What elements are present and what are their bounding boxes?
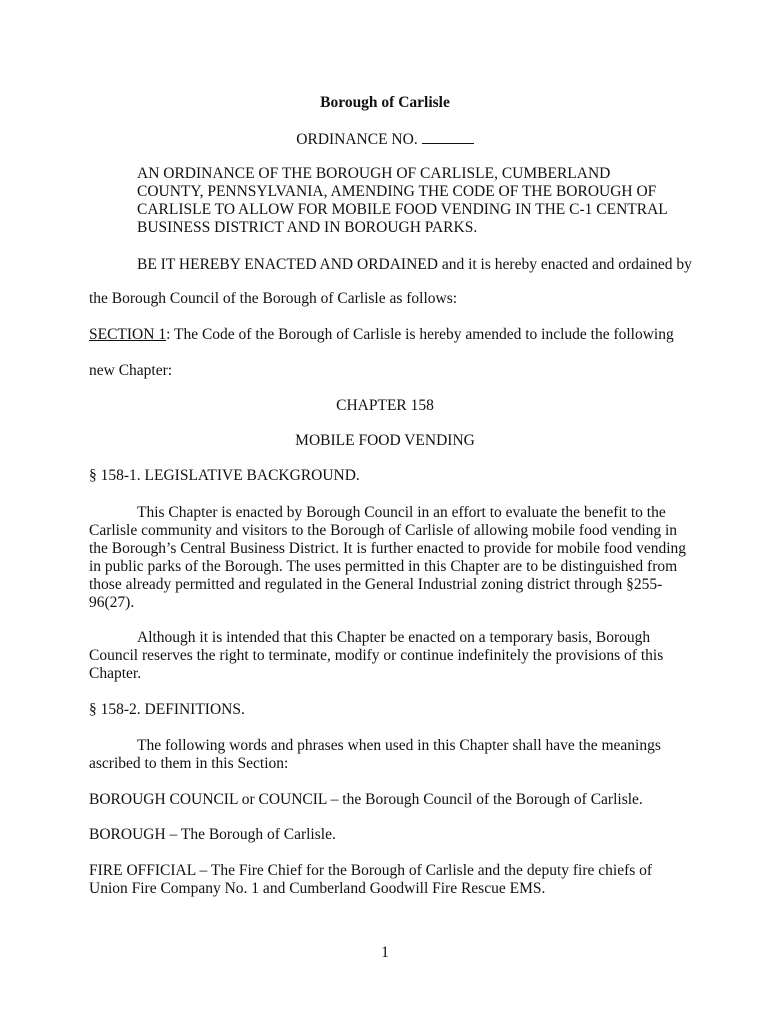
intro-line-1: AN ORDINANCE OF THE BOROUGH OF CARLISLE, CUMBERLAND	[137, 165, 611, 182]
intro-line-2: COUNTY, PENNSYLVANIA, AMENDING THE CODE OF THE BOROUGH OF	[137, 183, 657, 200]
background-para-1-line-3: the Borough’s Central Business District. It is further enacted to provide for mobile food vending	[89, 540, 687, 557]
section-158-2-heading: § 158-2. DEFINITIONS.	[89, 701, 245, 718]
section-1-label: SECTION 1	[89, 326, 167, 343]
section-1-line-2: new Chapter:	[89, 362, 173, 379]
enacted-line-1: BE IT HEREBY ENACTED AND ORDAINED and it is hereby enacted and ordained by	[137, 256, 692, 273]
background-para-1-line-1: This Chapter is enacted by Borough Council in an effort to evaluate the benefit to the	[137, 504, 666, 521]
background-para-1-line-2: Carlisle community and visitors to the Borough of Carlisle of allowing mobile food vending in	[89, 522, 678, 539]
ordinance-label: ORDINANCE NO.	[296, 131, 418, 148]
background-para-2-line-2: Council reserves the right to terminate, modify or continue indefinitely the provisions of this	[89, 647, 664, 664]
ordinance-number-blank	[422, 129, 474, 144]
chapter-title: MOBILE FOOD VENDING	[295, 432, 475, 449]
section-1-text: : The Code of the Borough of Carlisle is hereby amended to include the following	[166, 326, 674, 343]
definition-borough: BOROUGH – The Borough of Carlisle.	[89, 826, 336, 843]
intro-line-4: BUSINESS DISTRICT AND IN BOROUGH PARKS.	[137, 219, 478, 236]
definition-fire-official-line-1: FIRE OFFICIAL – The Fire Chief for the Borough of Carlisle and the deputy fire chiefs of	[89, 862, 653, 879]
section-158-1-heading: § 158-1. LEGISLATIVE BACKGROUND.	[89, 467, 360, 484]
page-number: 1	[381, 944, 389, 961]
ordinance-number-line	[0, 129, 770, 149]
definitions-intro-line-1: The following words and phrases when used in this Chapter shall have the meanings	[137, 737, 661, 754]
document-title: Borough of Carlisle	[320, 94, 450, 111]
background-para-1-line-4: in public parks of the Borough. The uses permitted in this Chapter are to be distinguished from	[89, 558, 678, 575]
background-para-1-line-5: those already permitted and regulated in the General Industrial zoning district through §255-	[89, 576, 663, 593]
chapter-number: CHAPTER 158	[336, 397, 434, 414]
background-para-1-line-6: 96(27).	[89, 594, 135, 611]
definition-fire-official-line-2: Union Fire Company No. 1 and Cumberland Goodwill Fire Rescue EMS.	[89, 880, 546, 897]
definitions-intro-line-2: ascribed to them in this Section:	[89, 755, 289, 772]
background-para-2-line-3: Chapter.	[89, 665, 142, 682]
background-para-2-line-1: Although it is intended that this Chapter be enacted on a temporary basis, Borough	[137, 629, 651, 646]
definition-borough-council: BOROUGH COUNCIL or COUNCIL – the Borough Council of the Borough of Carlisle.	[89, 791, 643, 808]
enacted-line-2: the Borough Council of the Borough of Carlisle as follows:	[89, 290, 458, 307]
intro-line-3: CARLISLE TO ALLOW FOR MOBILE FOOD VENDING IN THE C-1 CENTRAL	[137, 201, 668, 218]
section-1-line	[89, 326, 674, 344]
